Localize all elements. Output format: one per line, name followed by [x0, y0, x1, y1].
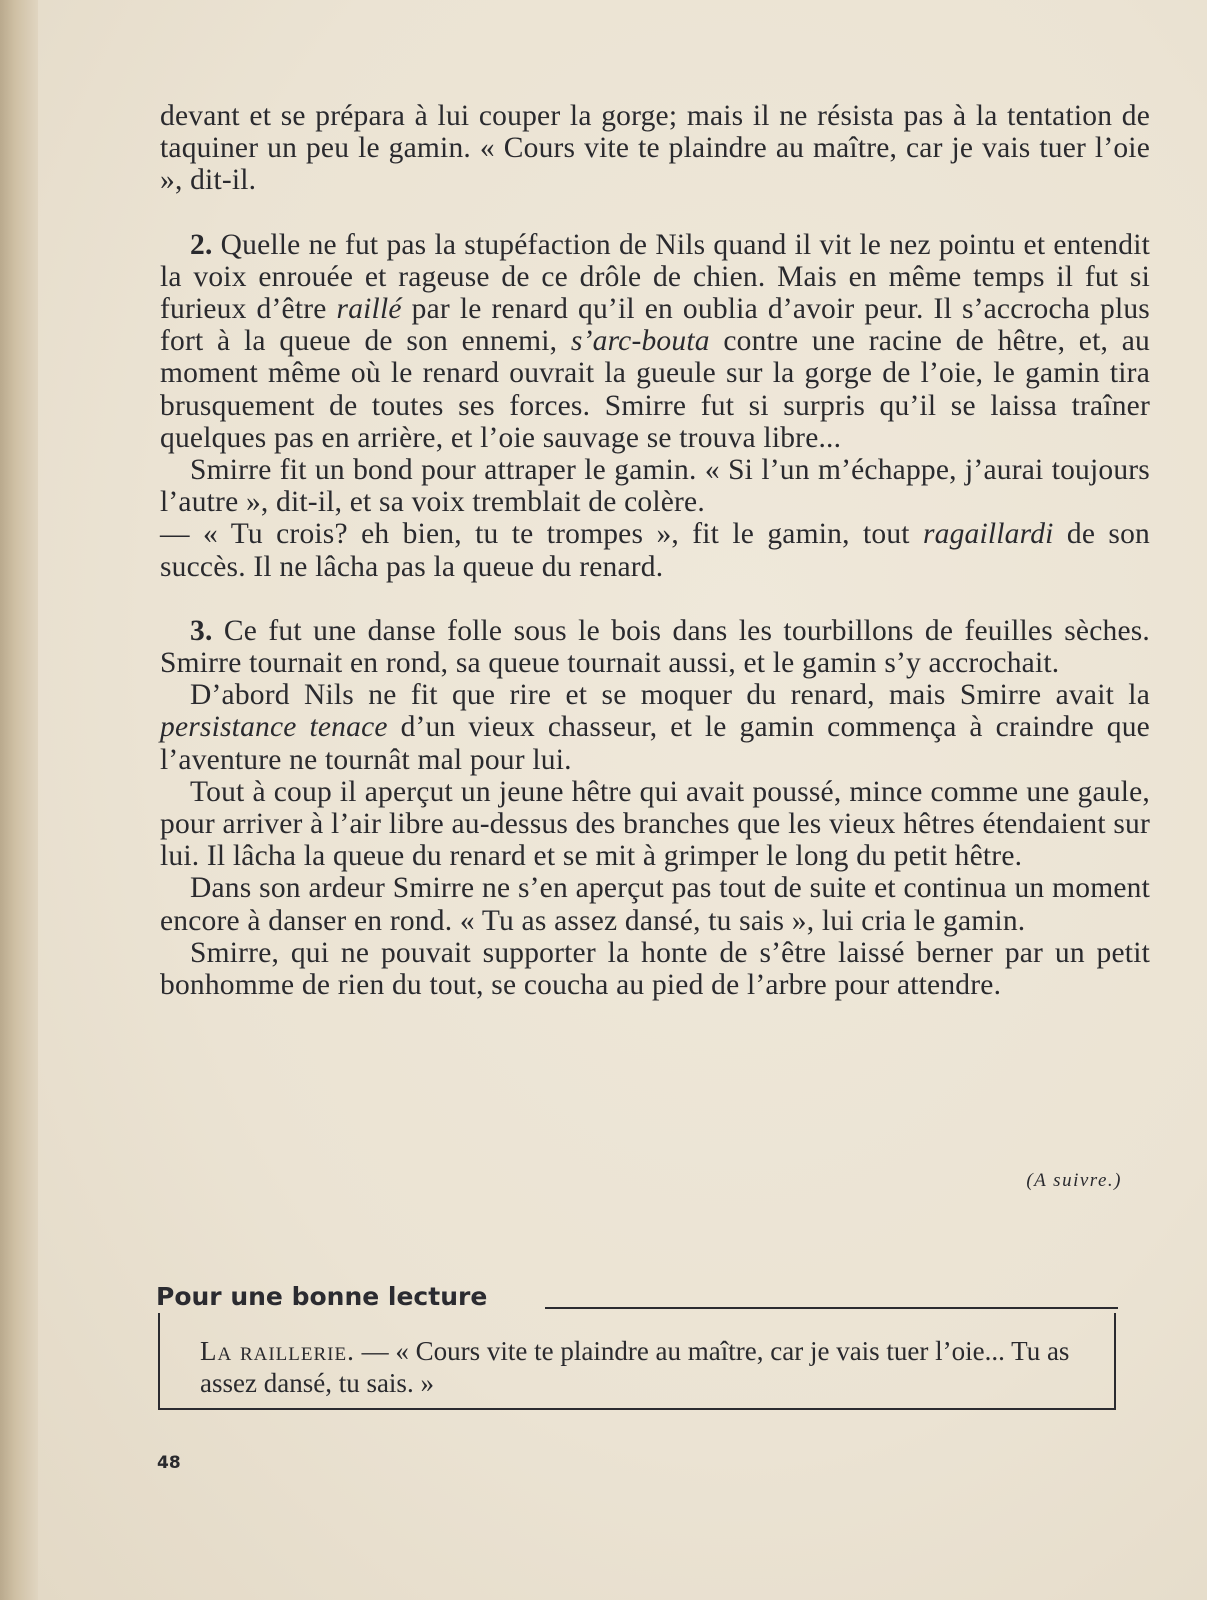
paragraph-3	[160, 615, 1150, 679]
reading-box-quote: — « Cours vite te plaindre au maître, car je vais tuer l’oie... Tu as assez dansé, tu sais. »	[200, 1336, 1070, 1398]
reading-box-label: La raillerie.	[200, 1336, 355, 1366]
section-number: 3.	[190, 614, 213, 647]
paragraph-2	[160, 229, 1150, 454]
paragraph-dialogue	[160, 518, 1150, 582]
text-run: de son succès. Il ne lâcha pas la queue du renard.	[160, 518, 1150, 583]
text-run: Ce fut une danse folle sous le bois dans les tourbillons de feuilles sèches. Smirre tournait en rond, sa queue tournait aussi, et le gamin s’y accrochait.	[160, 614, 1150, 680]
reading-box-title: Pour une bonne lecture	[156, 1282, 488, 1311]
page-number: 48	[157, 1453, 181, 1473]
paragraph: Smirre, qui ne pouvait supporter la honte de s’être laissé berner par un petit bonhomme de rien du tout, se coucha au pied de l’arbre pour attendre.	[160, 936, 1150, 1002]
paragraph: Smirre fit un bond pour attraper le gamin. « Si l’un m’échappe, j’aurai toujours l’autre », dit-il, et sa voix tremblait de colère.	[160, 454, 1150, 519]
text-run: par le renard qu’il en oublia d’avoir peur. Il s’accrocha plus fort à la queue de son ennemi,	[160, 293, 1150, 358]
title-rule	[545, 1307, 1118, 1309]
paragraph: Dans son ardeur Smirre ne s’en aperçut pas tout de suite et continua un moment encore à danser en rond. « Tu as assez dansé, tu sais », lui cria le gamin.	[160, 872, 1150, 937]
text-run: contre une racine de hêtre, et, au moment même où le renard ouvrait la gueule sur la gorge de l’oie, le gamin tira brusquement de toutes ses forces. Smirre fut si surpris qu’il se laissa traîner quelques pas en arrière, et l’oie sauvage se trouva libre...	[160, 325, 1150, 454]
book-spine-shadow	[0, 0, 38, 1600]
reading-box	[158, 1313, 1116, 1410]
story-text	[160, 100, 1150, 1001]
italic-phrase: persistance tenace	[160, 711, 388, 744]
text-run: — « Tu crois? eh bien, tu te trompes », fit le gamin, tout	[160, 518, 923, 551]
paragraph: Tout à coup il aperçut un jeune hêtre qui avait poussé, mince comme une gaule, pour arriver à l’air libre au-dessus des branches que les vieux hêtres étendaient sur lui. Il lâcha la queue du renard et se mit à grimper le long du petit hêtre.	[160, 775, 1150, 873]
paragraph	[160, 679, 1150, 776]
text-run: d’un vieux chasseur, et le gamin commença à craindre que l’aventure ne tournât mal pour lui.	[160, 711, 1150, 776]
italic-word: ragaillardi	[922, 518, 1054, 551]
section-number: 2.	[190, 228, 213, 261]
text-run: D’abord Nils ne fit que rire et se moquer du renard, mais Smirre avait la	[190, 679, 1150, 712]
italic-word: raillé	[336, 293, 402, 326]
text-run: Quelle ne fut pas la stupéfaction de Nils quand il vit le nez pointu et entendit la voix enrouée et rageuse de ce drôle de chien. Mais en même temps il fut si furieux d’être	[160, 228, 1150, 326]
paragraph-continued: devant et se prépara à lui couper la gorge; mais il ne résista pas à la tentation de taquiner un peu le gamin. « Cours vite te plaindre au maître, car je vais tuer l’oie », dit-il.	[160, 100, 1150, 197]
italic-word: s’arc-bouta	[570, 325, 710, 358]
reading-box-text	[200, 1335, 1080, 1399]
to-be-continued: (A suivre.)	[1026, 1170, 1122, 1191]
